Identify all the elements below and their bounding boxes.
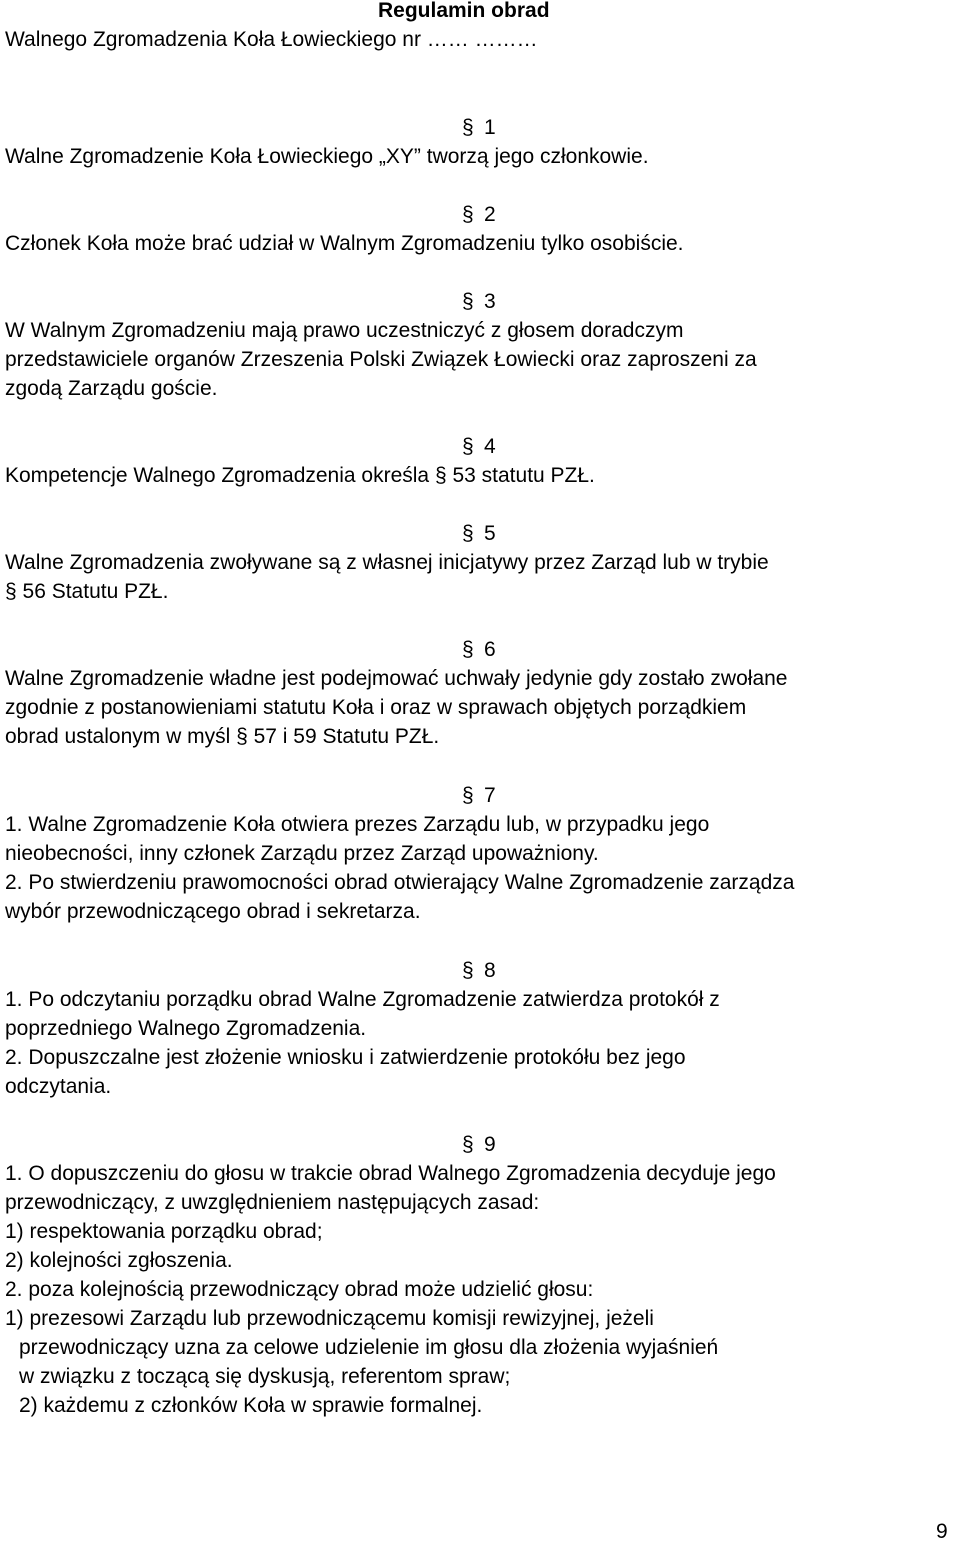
section-body-3: W Walnym Zgromadzeniu mają prawo uczestniczyć z głosem doradczym przedstawiciele organów Zrzeszenia Polski Związek Łowiecki oraz zaproszeni za zgodą Zarządu goście.: [5, 319, 757, 400]
section-body-6: Walne Zgromadzenie władne jest podejmować uchwały jedynie gdy zostało zwołane zgodnie z postanowieniami statutu Koła i oraz w sprawach objętych porządkiem obrad ustalonym w myśl § 57 i 59 Statutu PZŁ.: [5, 667, 788, 748]
page-number: 9: [936, 1520, 948, 1543]
section-heading-2: § 2: [462, 203, 496, 226]
section-heading-4: § 4: [462, 435, 496, 458]
section-heading-8: § 8: [462, 959, 496, 982]
section-body-1: Walne Zgromadzenie Koła Łowieckiego „XY” tworzą jego członkowie.: [5, 145, 649, 168]
document-title: Regulamin obrad: [378, 0, 550, 22]
section-body-9: 1. O dopuszczeniu do głosu w trakcie obrad Walnego Zgromadzenia decyduje jego przewodniczący, z uwzględnieniem następujących zasad: 1) respektowania porządku obrad; 2) kolejności zgłoszenia. 2. poza kolejnością przewodniczący obrad może udzielić głosu: 1) prezesowi Zarządu lub przewodniczącemu komisji rewizyjnej, jeżeli przewodniczący uzna za celowe udzielenie im głosu dla złożenia wyjaśnień w związku z toczącą się dyskusją, referentom spraw; 2) każdemu z członków Koła w sprawie formalnej.: [5, 1162, 776, 1417]
section-body-5: Walne Zgromadzenia zwoływane są z własnej inicjatywy przez Zarząd lub w trybie § 56 Statutu PZŁ.: [5, 551, 769, 603]
section-body-2: Członek Koła może brać udział w Walnym Zgromadzeniu tylko osobiście.: [5, 232, 684, 255]
section-heading-3: § 3: [462, 290, 496, 313]
section-heading-1: § 1: [462, 116, 496, 139]
section-heading-5: § 5: [462, 522, 496, 545]
section-body-4: Kompetencje Walnego Zgromadzenia określa § 53 statutu PZŁ.: [5, 464, 595, 487]
section-body-7: 1. Walne Zgromadzenie Koła otwiera prezes Zarządu lub, w przypadku jego nieobecności, inny członek Zarządu przez Zarząd upoważniony. 2. Po stwierdzeniu prawomocności obrad otwierający Walne Zgromadzenie zarządza wybór przewodniczącego obrad i sekretarza.: [5, 813, 795, 923]
section-body-8: 1. Po odczytaniu porządku obrad Walne Zgromadzenie zatwierdza protokół z poprzedniego Walnego Zgromadzenia. 2. Dopuszczalne jest złożenie wniosku i zatwierdzenie protokółu bez jego odczytania.: [5, 988, 720, 1098]
section-heading-9: § 9: [462, 1133, 496, 1156]
section-heading-6: § 6: [462, 638, 496, 661]
document-subtitle: Walnego Zgromadzenia Koła Łowieckiego nr …… ………: [5, 28, 538, 51]
section-heading-7: § 7: [462, 784, 496, 807]
